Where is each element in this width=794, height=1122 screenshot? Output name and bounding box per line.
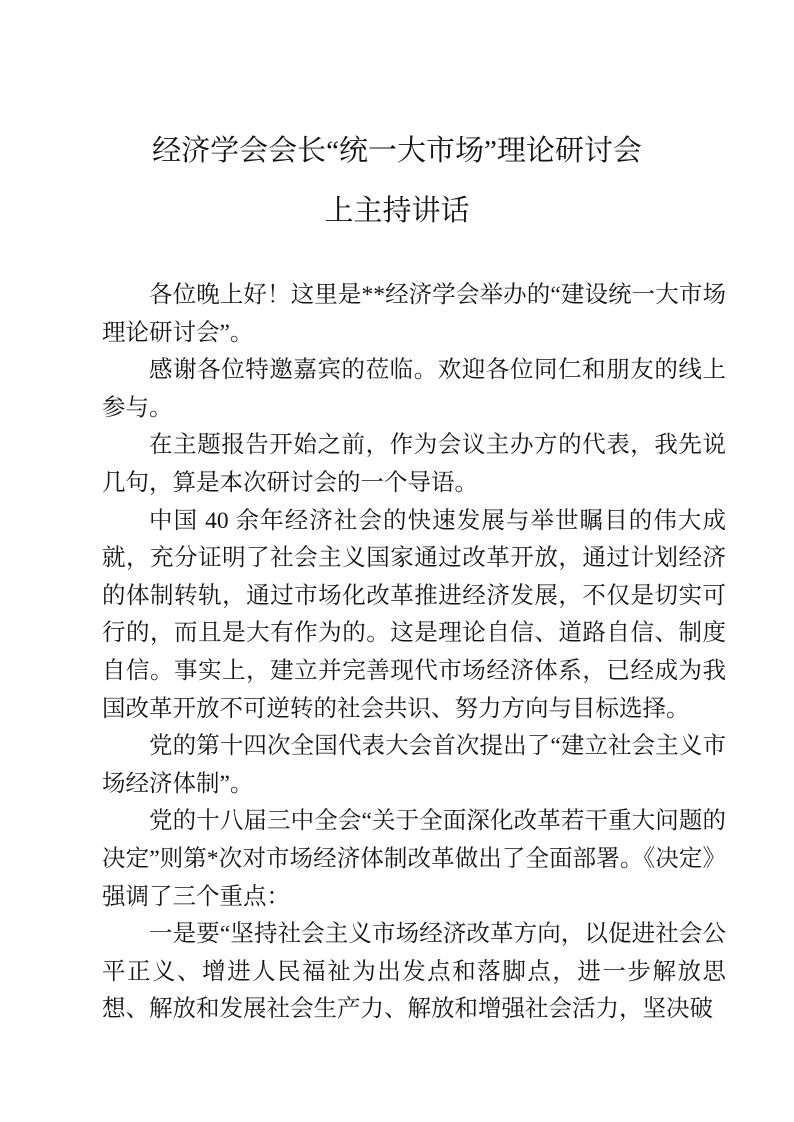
title-line-1: 经济学会会长“统一大市场”理论研讨会 bbox=[152, 135, 642, 167]
paragraph-thanks: 感谢各位特邀嘉宾的莅临。欢迎各位同仁和朋友的线上参与。 bbox=[102, 357, 726, 421]
paragraph-point-one: 一是要“坚持社会主义市场经济改革方向，以促进社会公平正义、增进人民福祉为出发点和落脚点，进一步解放思想、解放和发展社会生产力、解放和增强社会活力，坚决破 bbox=[102, 921, 726, 1023]
paragraph-third-plenum: 党的十八届三中全会“关于全面深化改革若干重大问题的决定”则第*次对市场经济体制改革做出了全面部署。《决定》强调了三个重点： bbox=[102, 808, 726, 910]
paragraph-greeting: 各位晚上好！这里是**经济学会举办的“建设统一大市场理论研讨会”。 bbox=[102, 282, 726, 346]
title-line-2: 上主持讲话 bbox=[324, 195, 470, 227]
document-title bbox=[0, 0, 794, 241]
paragraph-14th-congress: 党的第十四次全国代表大会首次提出了“建立社会主义市场经济体制”。 bbox=[102, 733, 726, 797]
paragraph-intro: 在主题报告开始之前，作为会议主办方的代表，我先说几句，算是本次研讨会的一个导语。 bbox=[102, 432, 726, 496]
paragraph-china-40-years: 中国 40 余年经济社会的快速发展与举世瞩目的伟大成就，充分证明了社会主义国家通过改革开放，通过计划经济的体制转轨，通过市场化改革推进经济发展，不仅是切实可行的，而且是大有作为的。这是理论自信、道路自信、制度自信。事实上，建立并完善现代市场经济体系，已经成为我国改革开放不可逆转的社会共识、努力方向与目标选择。 bbox=[102, 507, 726, 722]
document-body bbox=[102, 277, 726, 1029]
